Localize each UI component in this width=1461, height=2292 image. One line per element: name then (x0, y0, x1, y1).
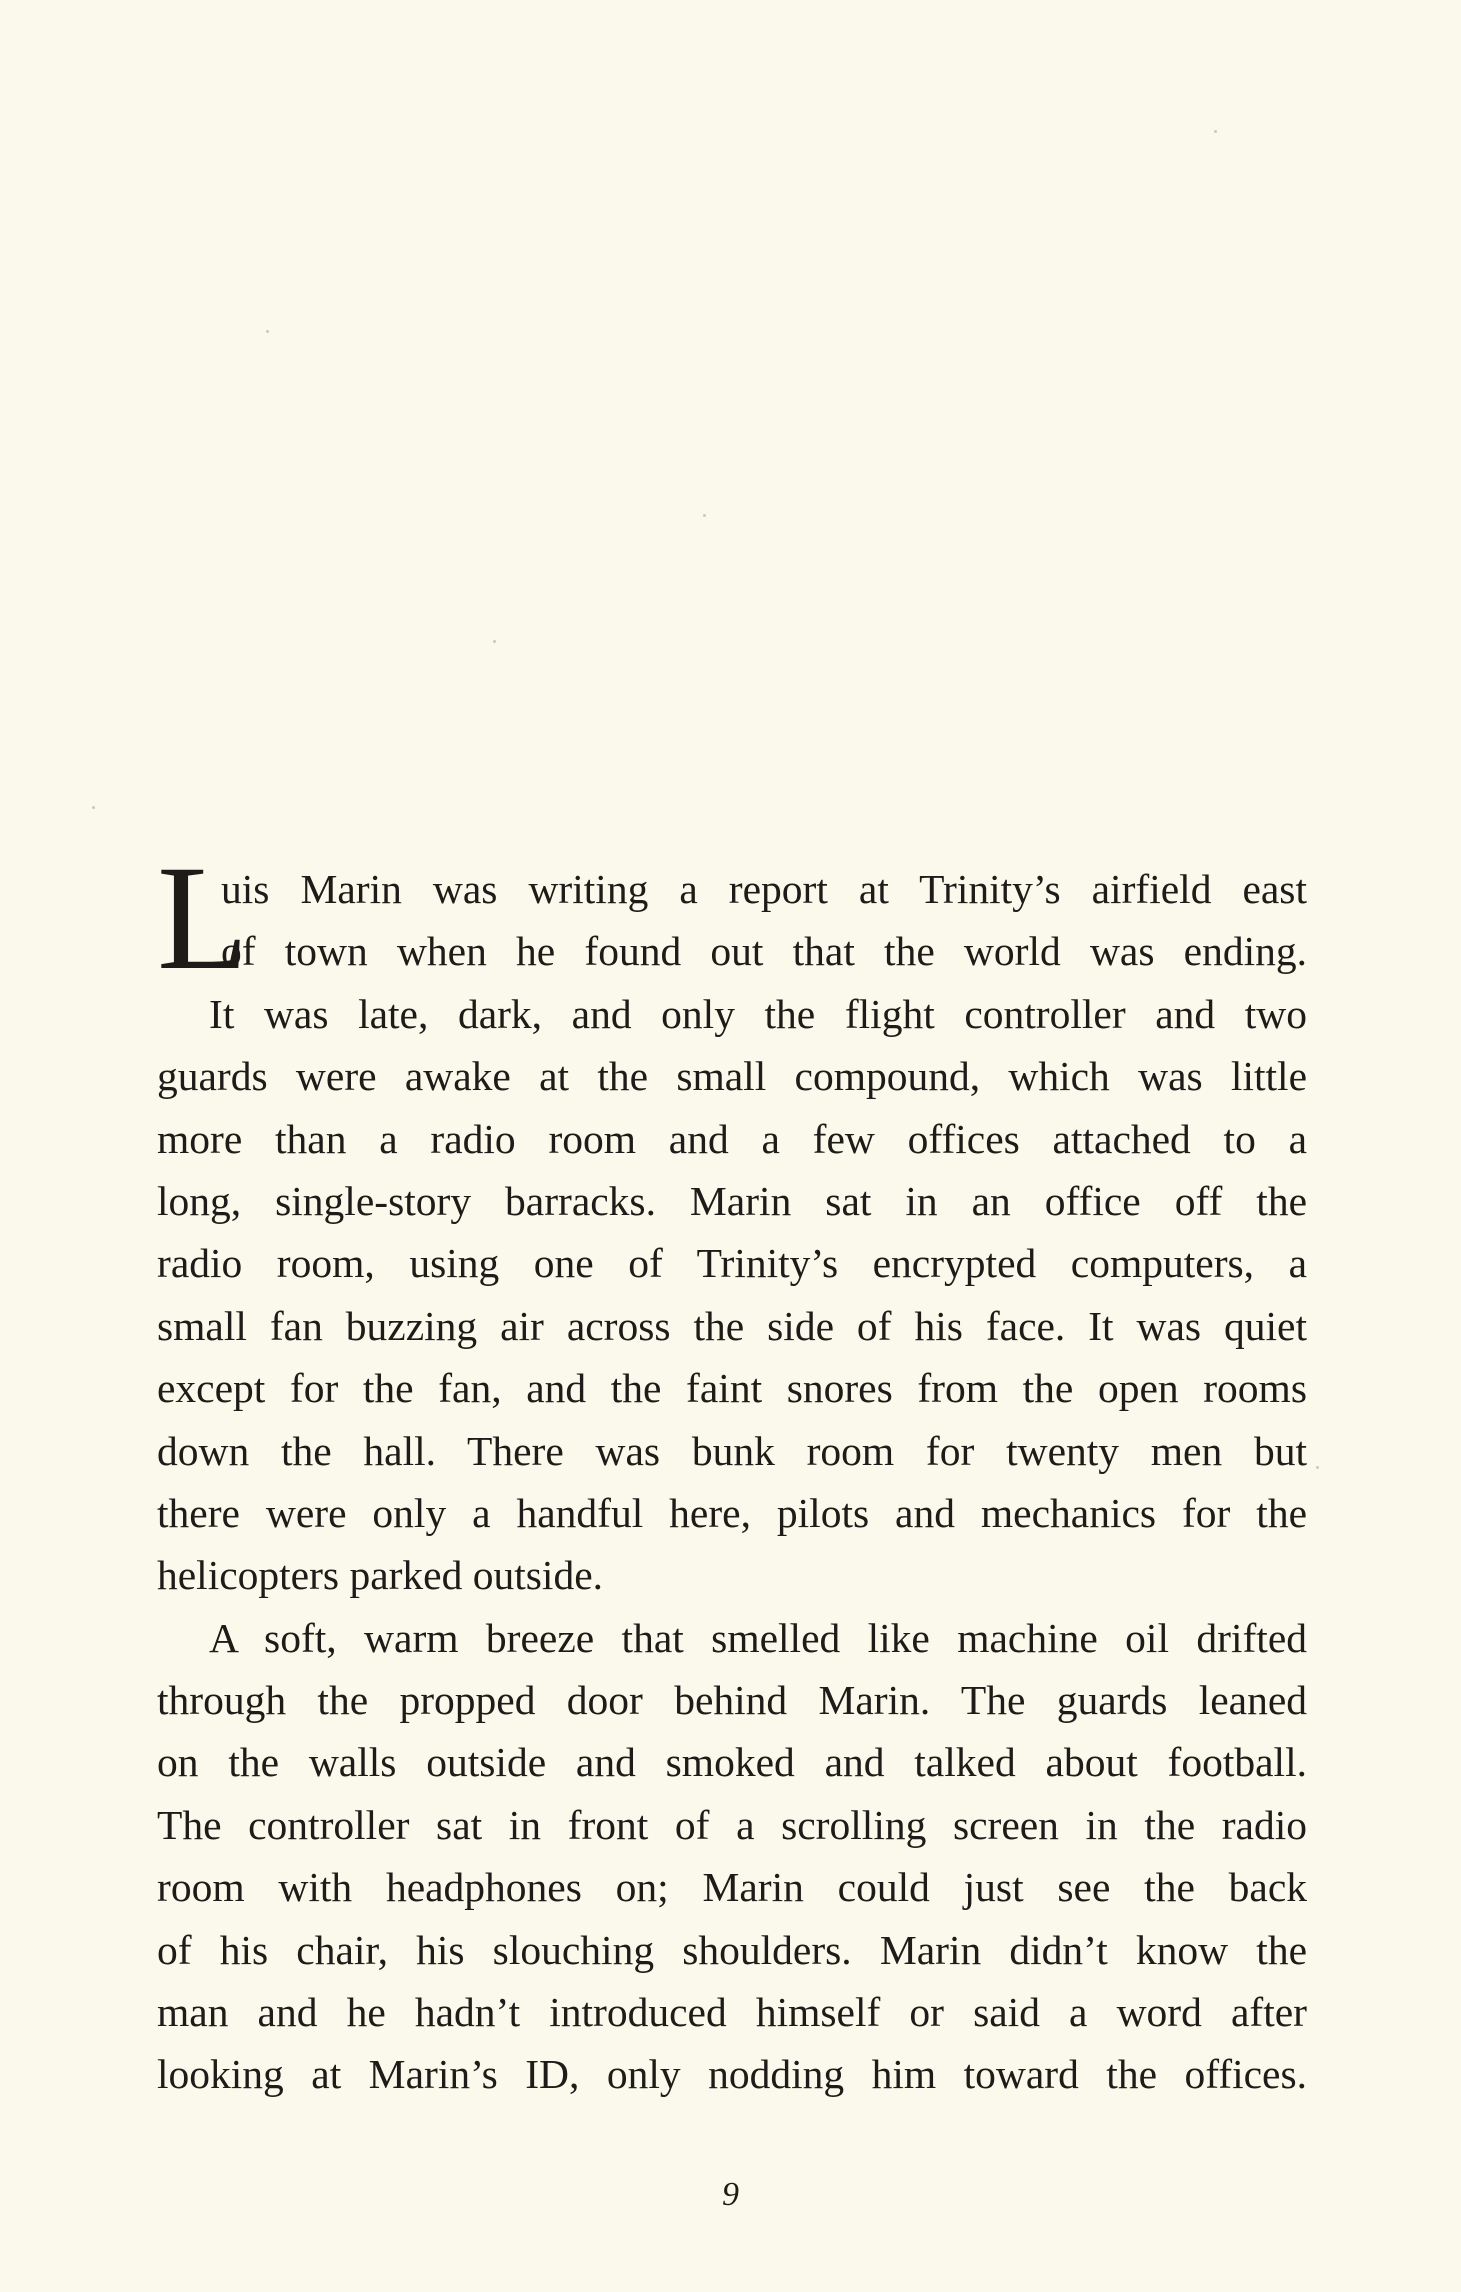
text-line: looking at Marin’s ID, only nodding him toward the offices. (157, 2051, 1307, 2098)
text-line: down the hall. There was bunk room for twenty men but (157, 1427, 1307, 1474)
text-line: helicopters parked outside. (157, 1552, 603, 1599)
paper-speck (92, 806, 95, 809)
text-line: small fan buzzing air across the side of his face. It was quiet (157, 1302, 1307, 1349)
text-line: guards were awake at the small compound, which was little (157, 1053, 1307, 1100)
text-line: A soft, warm breeze that smelled like machine oil drifted (209, 1614, 1307, 1661)
paper-speck (1214, 130, 1217, 133)
text-line: more than a radio room and a few offices attached to a (157, 1115, 1307, 1162)
text-line: of town when he found out that the world was ending. (221, 928, 1307, 975)
text-line: man and he hadn’t introduced himself or said a word after (157, 1989, 1307, 2036)
text-line: The controller sat in front of a scrolling screen in the radio (157, 1801, 1307, 1848)
text-line: room with headphones on; Marin could just see the back (157, 1864, 1307, 1911)
paper-speck (1316, 1466, 1319, 1469)
body-text (157, 835, 1307, 2106)
text-line: radio room, using one of Trinity’s encrypted computers, a (157, 1240, 1307, 1287)
paper-speck (493, 640, 496, 643)
text-line: there were only a handful here, pilots and mechanics for the (157, 1489, 1307, 1536)
text-line: of his chair, his slouching shoulders. Marin didn’t know the (157, 1926, 1307, 1973)
text-line: long, single-story barracks. Marin sat in an office off the (157, 1177, 1307, 1224)
paper-speck (266, 330, 269, 333)
text-line: on the walls outside and smoked and talked about football. (157, 1739, 1307, 1786)
text-line: except for the fan, and the faint snores from the open rooms (157, 1365, 1307, 1412)
drop-cap: L (157, 835, 249, 1001)
text-line: It was late, dark, and only the flight controller and two (209, 990, 1307, 1037)
page-number: 9 (722, 2176, 739, 2213)
text-line: through the propped door behind Marin. The guards leaned (157, 1677, 1307, 1724)
paper-speck (703, 514, 706, 517)
text-line: uis Marin was writing a report at Trinity’s airfield east (221, 866, 1307, 912)
